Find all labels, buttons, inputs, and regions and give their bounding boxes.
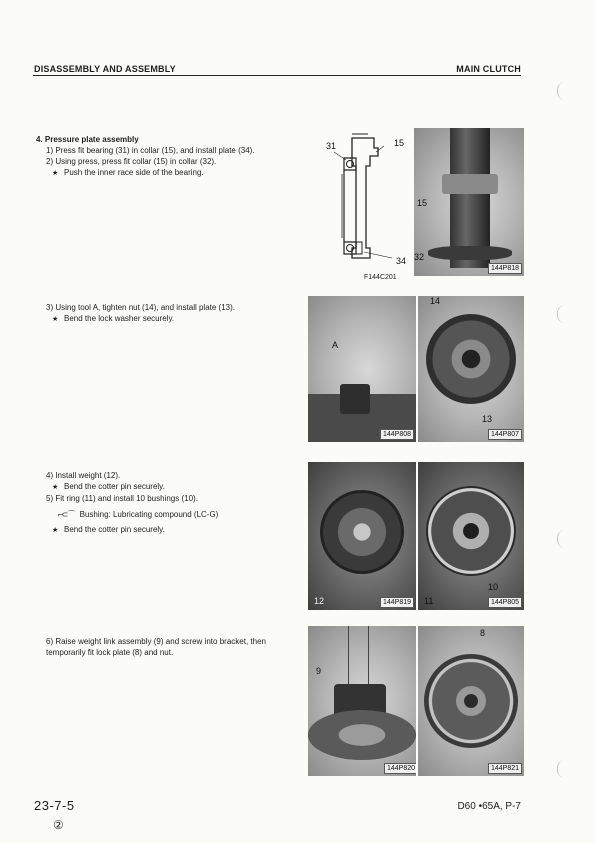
collar xyxy=(442,174,498,194)
callout-34: 34 xyxy=(396,256,407,266)
step-3: 3) Using tool A, tighten nut (14), and install plate (13). xyxy=(46,303,235,312)
photo-weights xyxy=(308,462,416,610)
section-4-text xyxy=(36,134,266,179)
photo-code: 144P821 xyxy=(488,763,522,774)
ring-assembly xyxy=(426,486,516,576)
revision-mark: ② xyxy=(53,818,64,832)
base-plate xyxy=(428,246,512,260)
oil-can-icon: ⌐⊂⌒ xyxy=(58,510,75,519)
callout-a: A xyxy=(332,340,339,350)
callout-14: 14 xyxy=(430,296,441,306)
header-chapter-title: MAIN CLUTCH xyxy=(456,64,521,74)
section-title: 4. Pressure plate assembly xyxy=(36,135,139,144)
lubricant-line xyxy=(46,509,266,520)
callout-15: 15 xyxy=(394,138,405,148)
photo-code: 144P818 xyxy=(488,263,522,274)
photo-code: 144P819 xyxy=(380,597,414,608)
photo-code: 144P807 xyxy=(488,429,522,440)
page-number: 23-7-5 xyxy=(34,798,75,813)
photo-tool-a xyxy=(308,296,416,442)
callout-10: 10 xyxy=(488,582,499,592)
callout-8: 8 xyxy=(480,628,486,638)
photo-collar-press xyxy=(414,128,524,276)
lubricant-text: Bushing: Lubricating compound (LC-G) xyxy=(79,510,219,519)
hoist-chain xyxy=(348,626,349,686)
step-6: 6) Raise weight link assembly (9) and screw into bracket, then temporarily fit lock plate (8) and nut. xyxy=(46,637,266,657)
model-code: D60 •65A, P-7 xyxy=(457,801,521,812)
clutch-housing xyxy=(308,710,416,760)
note-step-4: ★ Bend the cotter pin securely. xyxy=(50,481,266,493)
callout-15: 15 xyxy=(417,198,428,208)
tool-a xyxy=(340,384,370,414)
margin-mark xyxy=(557,530,566,548)
pressure-plate xyxy=(426,314,516,404)
photo-code: 144P820 xyxy=(384,763,416,774)
photo-weight-link xyxy=(308,626,416,776)
photo-nut-plate xyxy=(418,296,524,442)
margin-mark xyxy=(557,760,566,778)
step-5: 5) Fit ring (11) and install 10 bushings (10). xyxy=(46,494,198,503)
figure-bearing-collar-drawing xyxy=(322,130,412,285)
callout-31: 31 xyxy=(326,141,337,151)
weight-assembly xyxy=(320,490,404,574)
pressure-plate-assembly xyxy=(424,654,518,748)
photo-ring-bushings xyxy=(418,462,524,610)
hoist-chain xyxy=(368,626,369,686)
note-step-3: ★ Bend the lock washer securely. xyxy=(50,313,266,325)
header-section-title: DISASSEMBLY AND ASSEMBLY xyxy=(34,64,176,74)
callout-32: 32 xyxy=(414,252,425,262)
callout-13: 13 xyxy=(482,414,493,424)
callout-9: 9 xyxy=(316,666,322,676)
note-step-5: ★ Bend the cotter pin securely. xyxy=(50,524,266,536)
step-3-text xyxy=(46,302,266,325)
header-rule xyxy=(33,75,521,76)
photo-code: 144P805 xyxy=(488,597,522,608)
figure-code: F144C201 xyxy=(364,274,397,281)
photo-lock-plate xyxy=(418,626,524,776)
callout-12: 12 xyxy=(314,596,325,606)
step-4: 4) Install weight (12). xyxy=(46,471,121,480)
step-6-text xyxy=(46,636,266,658)
margin-mark xyxy=(557,305,566,323)
step-2: 2) Using press, press fit collar (15) in collar (32). xyxy=(46,157,217,166)
steps-4-5-text xyxy=(46,470,266,536)
note-step-2: ★ Push the inner race side of the bearing. xyxy=(50,167,266,179)
callout-11: 11 xyxy=(424,596,434,606)
photo-code: 144P808 xyxy=(380,429,414,440)
margin-mark xyxy=(557,82,566,100)
step-1: 1) Press fit bearing (31) in collar (15), and install plate (34). xyxy=(46,146,255,155)
